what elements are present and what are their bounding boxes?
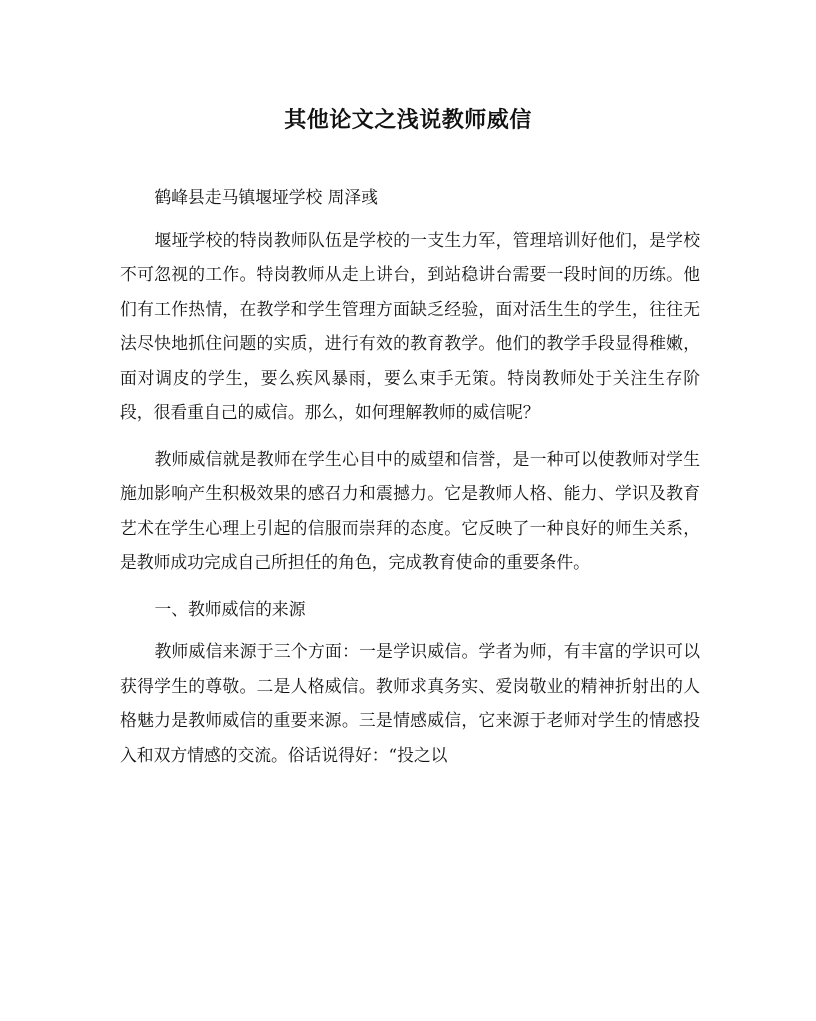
section-heading: 一、教师威信的来源 — [154, 598, 306, 619]
paragraph-definition: 教师威信就是教师在学生心目中的威望和信誉，是一种可以使教师对学生施加影响产生积极效果的感召力和震撼力。它是教师人格、能力、学识及教育艺术在学生心理上引起的信服而崇拜的态度。它反映了一种良好的师生关系，是教师成功完成自己所担任的角色，完成教育使命的重要条件。 — [120, 448, 700, 572]
paragraph-intro: 堰垭学校的特岗教师队伍是学校的一支生力军，管理培训好他们，是学校不可忽视的工作。特岗教师从走上讲台，到站稳讲台需要一段时间的历练。他们有工作热情，在教学和学生管理方面缺乏经验，面对活生生的学生，往往无法尽快地抓住问题的实质，进行有效的教育教学。他们的教学手段显得稚嫩，面对调皮的学生，要么疾风暴雨，要么束手无策。特岗教师处于关注生存阶段，很看重自己的威信。那么，如何理解教师的威信呢？ — [120, 229, 700, 422]
document-body — [120, 180, 700, 784]
document-title: 其他论文之浅说教师威信 — [284, 107, 532, 133]
author-line: 鹤峰县走马镇堰垭学校 周泽彧 — [154, 187, 378, 207]
paragraph-sources: 教师威信来源于三个方面：一是学识威信。学者为师，有丰富的学识可以获得学生的尊敬。二是人格威信。教师求真务实、爱岗敬业的精神折射出的人格魅力是教师威信的重要来源。三是情感威信，它来源于老师对学生的情感投入和双方情感的交流。俗话说得好：“投之以 — [120, 641, 700, 765]
